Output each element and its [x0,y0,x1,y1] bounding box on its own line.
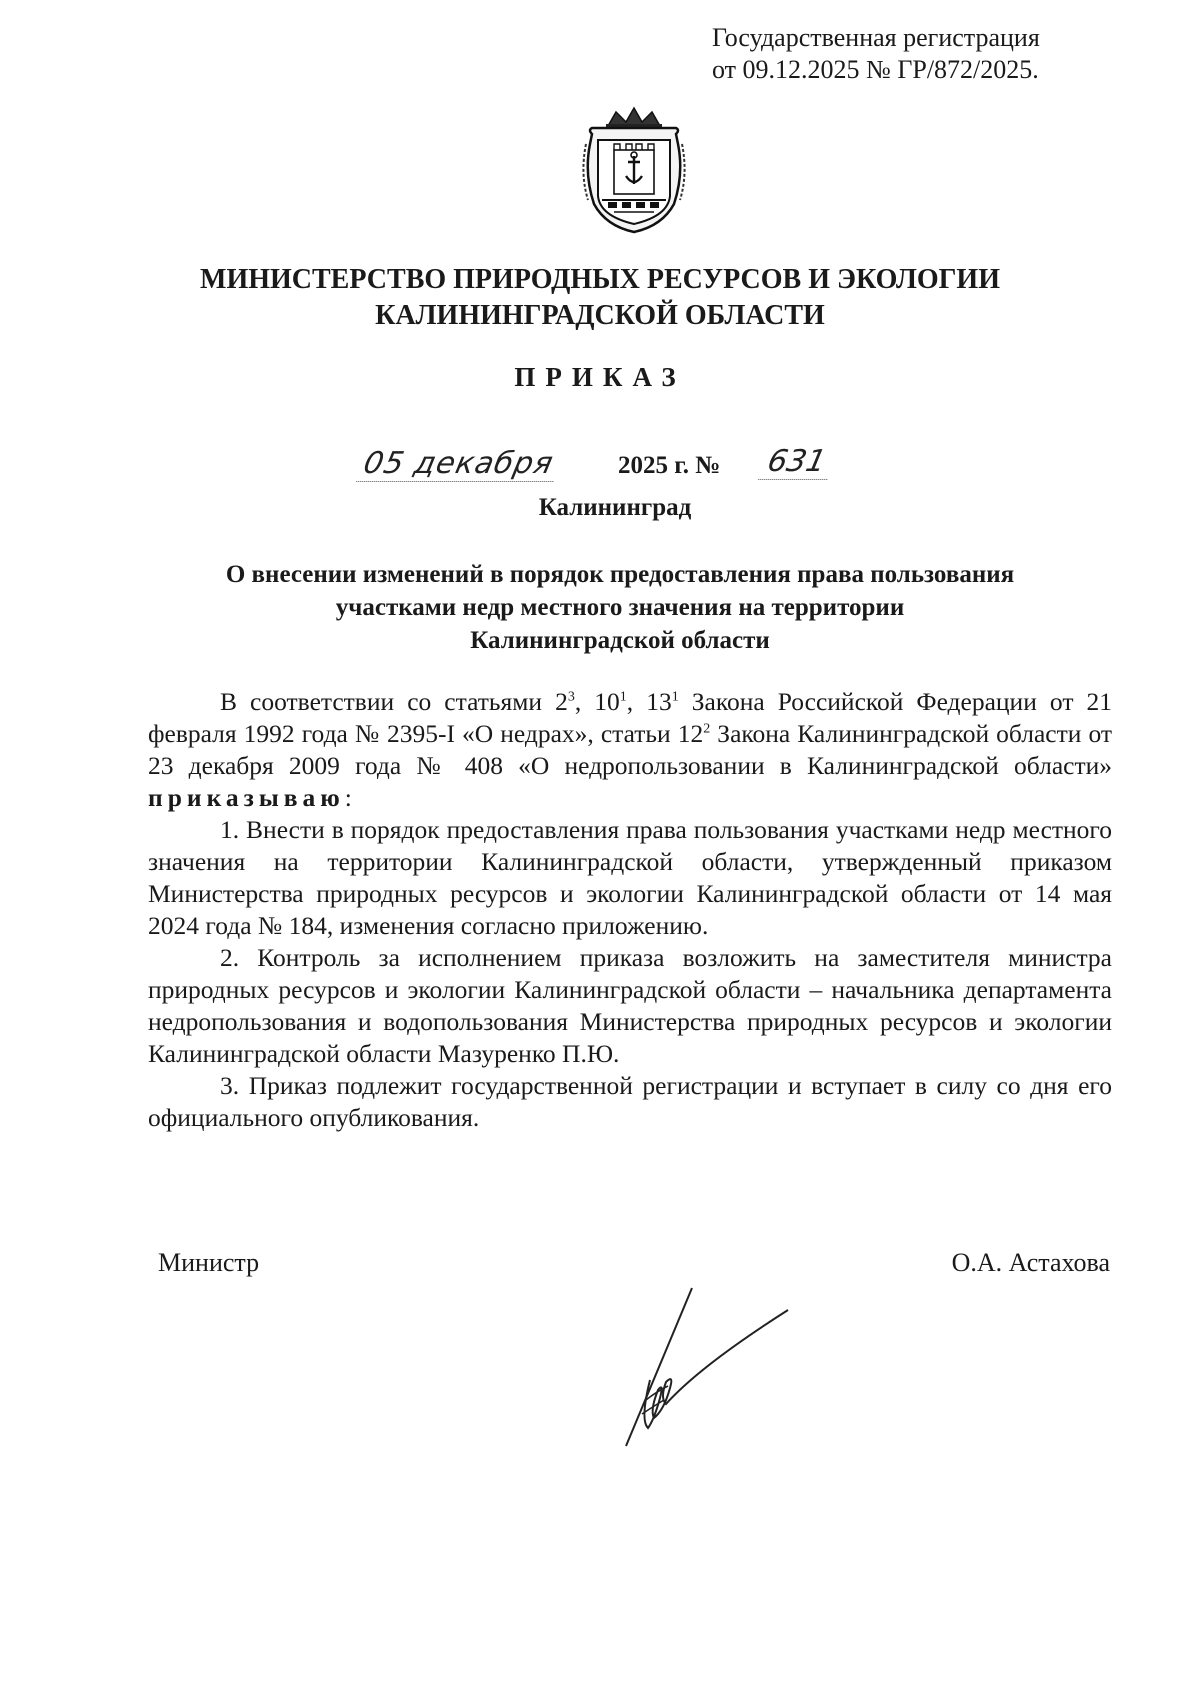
item-2: 2. Контроль за исполнением приказа возложить на заместителя министра природных ресурсов и экологии Калининградской области – начальника департамента недропользования и водопользования Министерства природных ресурсов и экологии Калининградской области Мазуренко П.Ю. [148,943,1112,1068]
title-line-2: участками недр местного значения на территории [335,594,905,621]
item-3: 3. Приказ подлежит государственной регистрации и вступает в силу со дня его официального опубликования. [148,1071,1112,1132]
signatory-role: Министр [158,1248,260,1277]
handwritten-date: 05 декабря [356,446,561,482]
preamble-end: : [344,783,352,812]
handwritten-number: 631 [758,444,835,480]
preamble-part-a: В соответствии со статьями 2 [220,687,568,716]
registration-stamp [712,22,1112,86]
preamble-part-b: , 10 [574,687,620,716]
preamble-part-c: , 13 [626,687,672,716]
superscript-2: 1 [619,689,627,705]
title-line-1: О внесении изменений в порядок предоставления права пользования [225,561,1015,588]
ministry-line-1: МИНИСТЕРСТВО ПРИРОДНЫХ РЕСУРСОВ И ЭКОЛОГИИ [200,264,1000,295]
superscript-1: 3 [567,689,575,705]
ministry-header [0,262,1200,334]
signatory-name: О.А. Астахова [951,1248,1110,1277]
item-1: 1. Внести в порядок предоставления права пользования участками недр местного значения на территории Калининградской области, утвержденный приказом Министерства природных ресурсов и экологии Калининградской области от 14 мая 2024 года № 184, изменения согласно приложению. [148,815,1112,940]
registration-line-1: Государственная регистрация [712,23,1040,52]
date-year-label: 2025 г. № [618,452,721,479]
superscript-4: 2 [703,721,711,737]
title-line-3: Калининградской области [470,627,770,654]
preamble-part-e: Закона Калининградской области от 23 декабря 2009 года № 408 «О недропользовании в Калининградской области» [148,719,1112,780]
handwritten-signature-icon [620,1270,790,1450]
superscript-3: 1 [671,689,679,705]
document-type: ПРИКАЗ [514,362,686,392]
ministry-line-2: КАЛИНИНГРАДСКОЙ ОБЛАСТИ [375,300,825,331]
date-number-line [360,446,920,496]
city: Калининград [538,494,692,521]
registration-line-2: от 09.12.2025 № ГР/872/2025. [712,55,1039,84]
document-body [148,686,1112,1134]
document-title [160,558,1080,657]
preamble-paragraph [148,686,1112,814]
preamble-part-d: Закона Российской Федерации от 21 февраля 1992 года № 2395-I «О недрах», статьи 12 [148,687,1113,748]
order-word: приказываю [148,783,345,812]
coat-of-arms-icon [578,104,690,234]
